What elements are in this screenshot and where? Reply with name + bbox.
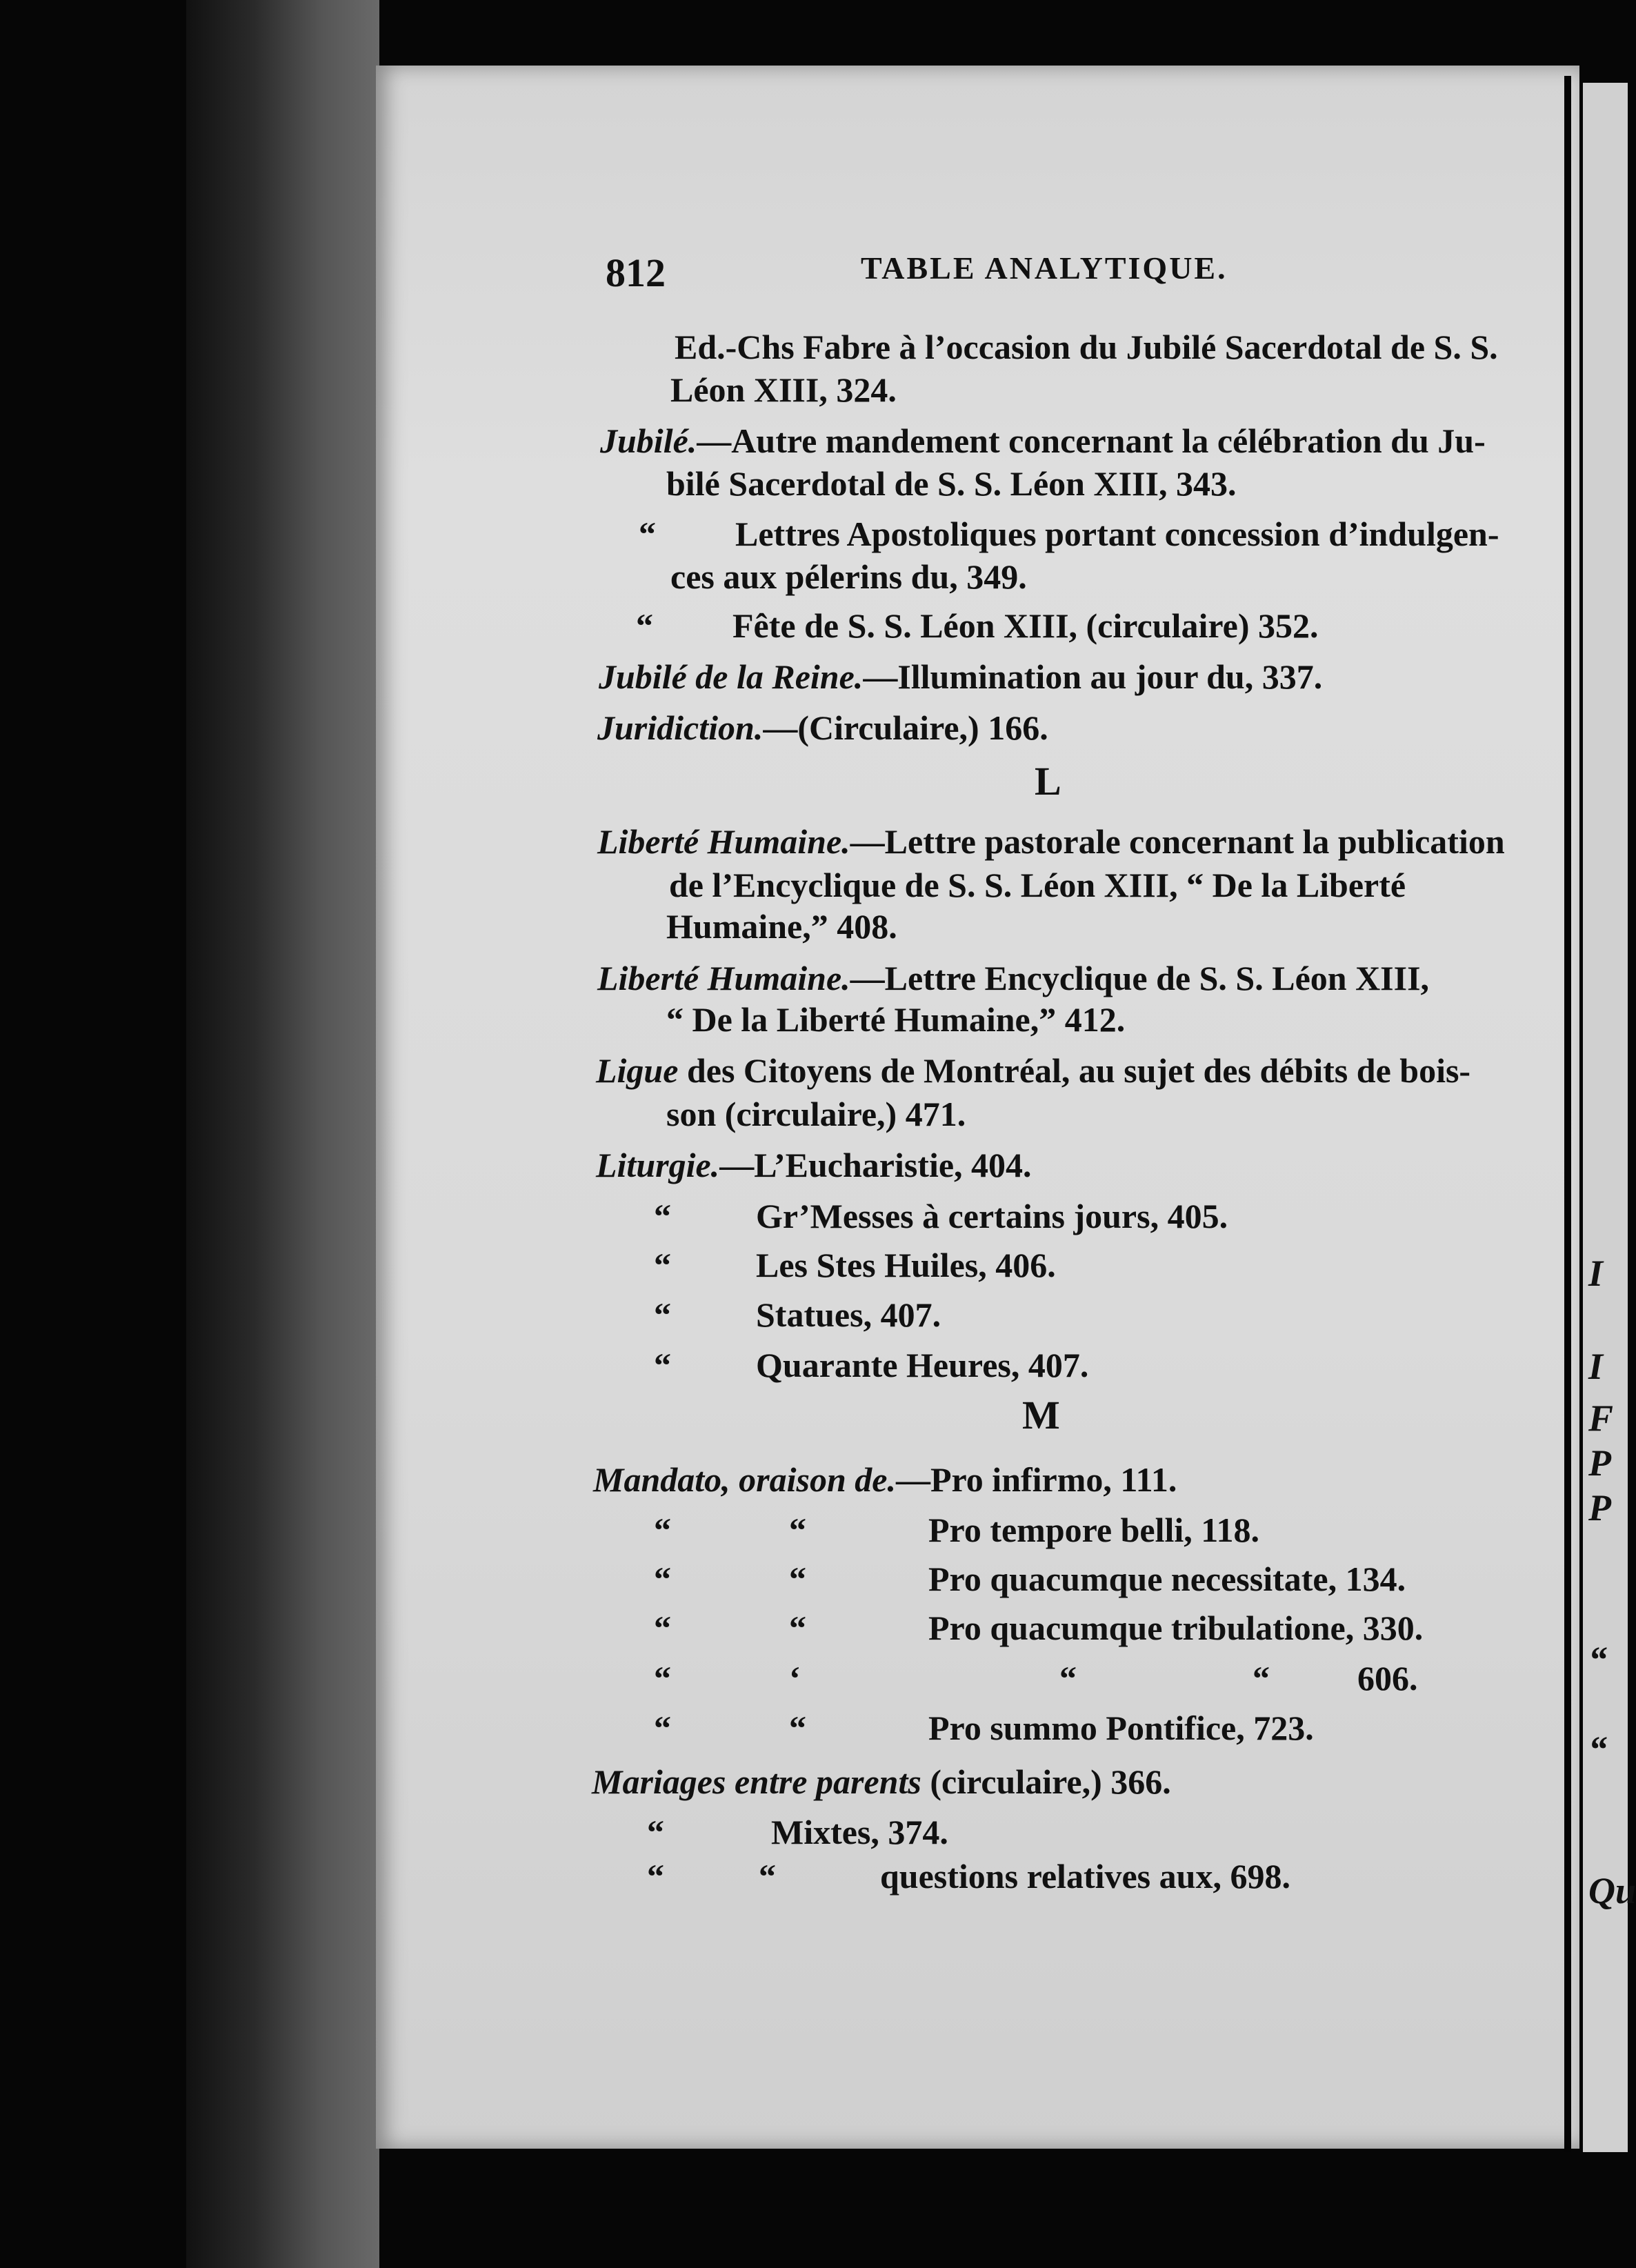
index-subentry: “ Quarante Heures, 407. [654,1346,1089,1384]
section-letter: M [1022,1393,1060,1438]
ditto-mark: “ [789,1560,806,1598]
entry-term: Jubilé. [600,421,697,460]
running-title: TABLE ANALYTIQUE. [861,250,1228,286]
index-entry: Liberté Humaine.—Lettre pastorale concernant la publication [597,822,1505,861]
facing-page-mark: I [1588,1253,1604,1294]
page-number: 812 [606,250,666,295]
index-entry: Mariages entre parents (circulaire,) 366. [592,1762,1171,1801]
index-line: ces aux pélerins du, 349. [670,557,1027,596]
ditto-mark: “ [759,1857,776,1896]
entry-term: Liberté Humaine. [597,822,850,861]
ditto-mark: “ [1059,1659,1077,1698]
entry-term: Mandato, oraison de. [593,1460,896,1499]
index-entry: Mandato, oraison de.—Pro infirmo, 111. [593,1460,1177,1499]
entry-term: Jubilé de la Reine. [599,657,864,696]
facing-page-mark: I [1588,1346,1604,1387]
entry-term: Mariages entre parents [592,1762,921,1801]
entry-term: Juridiction. [597,708,764,747]
index-subentry: “ Statues, 407. [654,1295,941,1334]
ditto-mark: “ [654,1346,671,1384]
ditto-mark: “ [654,1659,671,1698]
ditto-mark: “ [636,606,653,645]
index-subentry: “ “ Pro tempore belli, 118. [654,1511,1260,1549]
index-line: de l’Encyclique de S. S. Léon XIII, “ De la Liberté [669,866,1406,904]
index-entry: Liturgie.—L’Eucharistie, 404. [596,1146,1032,1184]
index-line: Léon XIII, 324. [670,370,897,409]
ditto-mark: ‘ [789,1659,801,1698]
index-line: “ De la Liberté Humaine,” 412. [666,1000,1126,1039]
ditto-mark: “ [1253,1659,1270,1698]
index-entry: Ligue des Citoyens de Montréal, au sujet des débits de bois- [596,1051,1471,1090]
facing-page-mark: “ [1588,1729,1607,1770]
facing-page-mark: “ [1588,1639,1607,1680]
index-subentry: “ Fête de S. S. Léon XIII, (circulaire) 352. [636,606,1319,645]
index-subentry: “ Lettres Apostoliques portant concession d’indulgen- [639,515,1499,553]
section-letter: L [1035,759,1061,804]
index-subentry: “ ‘ “ “ 606. [654,1659,1418,1698]
index-entry: Juridiction.—(Circulaire,) 166. [597,708,1048,747]
ditto-mark: “ [654,1709,671,1747]
facing-page-mark: F [1588,1397,1614,1439]
facing-page-mark: P [1588,1442,1611,1484]
ditto-mark: “ [654,1295,671,1334]
index-subentry: “ “ Pro quacumque necessitate, 134. [654,1560,1406,1598]
ditto-mark: “ [654,1246,671,1284]
index-subentry: “ Les Stes Huiles, 406. [654,1246,1056,1284]
entry-term: Liturgie. [596,1146,720,1184]
index-entry: Jubilé.—Autre mandement concernant la célébration du Ju- [600,421,1486,460]
ditto-mark: “ [654,1609,671,1647]
index-subentry: “ Mixtes, 374. [647,1813,948,1851]
index-entry: Liberté Humaine.—Lettre Encyclique de S. S. Léon XIII, [597,959,1430,997]
ditto-mark: “ [639,515,656,553]
entry-term: Ligue [596,1051,679,1090]
index-line: bilé Sacerdotal de S. S. Léon XIII, 343. [666,464,1237,503]
index-line: son (circulaire,) 471. [666,1095,966,1133]
index-line: Humaine,” 408. [666,907,897,946]
ditto-mark: “ [647,1857,664,1896]
ditto-mark: “ [789,1709,806,1747]
ditto-mark: “ [654,1197,671,1235]
index-subentry: “ Gr’Messes à certains jours, 405. [654,1197,1228,1235]
ditto-mark: “ [654,1511,671,1549]
ditto-mark: “ [789,1511,806,1549]
ditto-mark: “ [654,1560,671,1598]
facing-page-mark: P [1588,1487,1611,1529]
ditto-mark: “ [789,1609,806,1647]
facing-page-mark: Qu [1588,1870,1636,1911]
entry-term: Liberté Humaine. [597,959,850,997]
index-subentry: “ “ Pro summo Pontifice, 723. [654,1709,1314,1747]
index-subentry: “ “ questions relatives aux, 698. [647,1857,1290,1896]
index-line: Ed.-Chs Fabre à l’occasion du Jubilé Sacerdotal de S. S. [675,328,1498,366]
index-entry: Jubilé de la Reine.—Illumination au jour du, 337. [599,657,1323,696]
ditto-mark: “ [647,1813,664,1851]
index-subentry: “ “ Pro quacumque tribulatione, 330. [654,1609,1424,1647]
